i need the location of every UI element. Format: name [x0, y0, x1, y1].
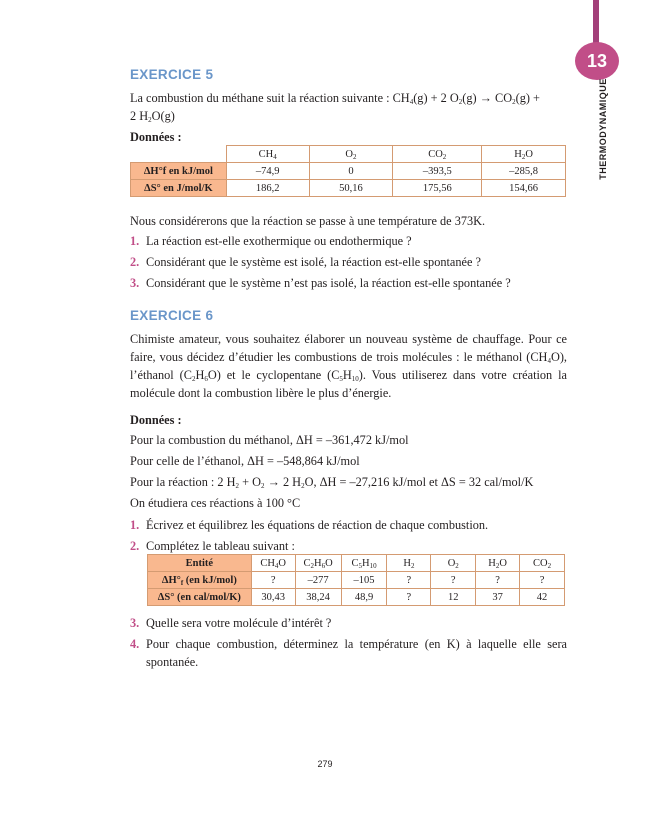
- page-number: 279: [317, 759, 333, 769]
- question-item: [130, 516, 567, 534]
- table-cell: 38,24: [295, 589, 341, 606]
- table-column-header: $CO_2$: [393, 146, 482, 163]
- table-row: [148, 572, 565, 589]
- exercise-6-intro: Chimiste amateur, vous souhaitez élaborer un nouveau système de chauffage. Pour ce faire, vous décidez d’étudier les combustions de trois molécules : le méthanol $(CH_4O)$, l’éthanol $(C_2H_6O)$ et le cyclopentane $(C_5H_{10})$. Vous utiliserez dans votre création la molécule dont la combustion libère le plus d’énergie.: [130, 332, 568, 400]
- table-cell: 154,66: [482, 180, 566, 197]
- table-column-header: $H_2$: [387, 555, 431, 572]
- question-item: [130, 614, 567, 632]
- exercise-6-questions-b: [130, 614, 567, 674]
- question-number: 3.: [130, 616, 140, 630]
- table-row: [131, 163, 566, 180]
- exercise-5-header: [130, 66, 567, 146]
- data-line: Pour la combustion du méthanol, ΔH = –361,472 kJ/mol: [130, 433, 409, 447]
- table-row-label: ΔS° en J/mol/K: [131, 180, 227, 197]
- question-text: Écrivez et équilibrez les équations de réaction de chaque combustion.: [146, 518, 489, 532]
- table-cell: 175,56: [393, 180, 482, 197]
- table-cell: 0: [309, 163, 393, 180]
- exercise-5-questions: [130, 232, 567, 292]
- table-column-header: $CO_2$: [520, 555, 565, 572]
- chapter-label-text: THERMODYNAMIQUE: [598, 78, 608, 180]
- table-row-label: ΔH°f en kJ/mol: [131, 163, 227, 180]
- question-item: [130, 274, 567, 292]
- chapter-label: [596, 78, 610, 180]
- data-line: Pour la réaction : 2 $H_2 + O_2 \to 2$ $H_2O$, ΔH = –27,216 kJ/mol et ΔS = 32 cal/mol/K: [130, 475, 534, 490]
- table-column-header: $O_2$: [431, 555, 476, 572]
- table-row-label: $\Delta H^\circ_f$ (en kJ/mol): [148, 572, 252, 589]
- table-cell: ?: [476, 572, 520, 589]
- data-line: Pour celle de l’éthanol, ΔH = –548,864 kJ/mol: [130, 454, 360, 468]
- exercise-6-section: [130, 307, 567, 558]
- table-cell: ?: [520, 572, 565, 589]
- table-header-row: [131, 146, 566, 163]
- question-text: Quelle sera votre molécule d’intérêt ?: [146, 616, 332, 630]
- exercise-6-title: EXERCICE 6: [130, 308, 214, 323]
- table-cell: –285,8: [482, 163, 566, 180]
- exercise-5-intro: La combustion du méthane suit la réaction suivante : $CH_4(g) + 2$ $O_2(g) \to CO_2(g)$ + 2 $H_2O(g)$: [130, 91, 540, 124]
- exercise-6-questions-a: [130, 516, 567, 555]
- question-number: 2.: [130, 539, 140, 553]
- table-column-header: $C_2H_6O$: [295, 555, 341, 572]
- table-row: [131, 180, 566, 197]
- question-item: [130, 232, 567, 250]
- table-cell: 48,9: [341, 589, 387, 606]
- question-item: [130, 253, 567, 271]
- table-column-header: $CH_4O$: [251, 555, 295, 572]
- exercise-5-context: Nous considérerons que la réaction se passe à une température de 373K.: [130, 214, 486, 228]
- table-cell: –105: [341, 572, 387, 589]
- question-text: Pour chaque combustion, déterminez la température (en K) à laquelle elle sera spontanée.: [146, 637, 567, 669]
- data-line: On étudiera ces réactions à 100 °C: [130, 496, 301, 510]
- table-cell: 30,43: [251, 589, 295, 606]
- table-cell: ?: [431, 572, 476, 589]
- exercise-5-data-table: [130, 145, 566, 197]
- question-number: 3.: [130, 276, 140, 290]
- table-cell: ?: [251, 572, 295, 589]
- table-header-row: [148, 555, 565, 572]
- table-cell: –74,9: [226, 163, 309, 180]
- exercise-5-title: EXERCICE 5: [130, 67, 214, 82]
- question-number: 1.: [130, 234, 140, 248]
- table-cell: 42: [520, 589, 565, 606]
- question-item: [130, 635, 567, 671]
- table-column-header: $H_2O$: [482, 146, 566, 163]
- chapter-tab-bar: [593, 0, 599, 48]
- table-header-entity: Entité: [148, 555, 252, 572]
- question-number: 4.: [130, 637, 140, 651]
- table-row: [148, 589, 565, 606]
- table-row-label: ΔS° (en cal/mol/K): [148, 589, 252, 606]
- table-cell: –277: [295, 572, 341, 589]
- chapter-number-badge: 13: [575, 42, 619, 80]
- table-cell: ?: [387, 572, 431, 589]
- table-cell: 186,2: [226, 180, 309, 197]
- question-text: Considérant que le système est isolé, la réaction est-elle spontanée ?: [146, 255, 481, 269]
- exercise-6-data-table: [147, 554, 565, 606]
- question-text: Considérant que le système n’est pas isolé, la réaction est-elle spontanée ?: [146, 276, 511, 290]
- table-corner: [131, 146, 227, 163]
- question-number: 2.: [130, 255, 140, 269]
- table-column-header: $H_2O$: [476, 555, 520, 572]
- exercise-6-data-label: Données :: [130, 413, 182, 427]
- table-cell: 37: [476, 589, 520, 606]
- question-number: 1.: [130, 518, 140, 532]
- exercise-5-data-label: Données :: [130, 130, 182, 144]
- table-cell: 50,16: [309, 180, 393, 197]
- question-text: Complétez le tableau suivant :: [146, 539, 295, 553]
- table-column-header: $CH_4$: [226, 146, 309, 163]
- table-cell: 12: [431, 589, 476, 606]
- table-column-header: $O_2$: [309, 146, 393, 163]
- question-item: [130, 537, 567, 555]
- question-text: La réaction est-elle exothermique ou endothermique ?: [146, 234, 412, 248]
- table-cell: –393,5: [393, 163, 482, 180]
- table-cell: ?: [387, 589, 431, 606]
- table-column-header: $C_5H_{10}$: [341, 555, 387, 572]
- exercise-5-body: [130, 212, 567, 295]
